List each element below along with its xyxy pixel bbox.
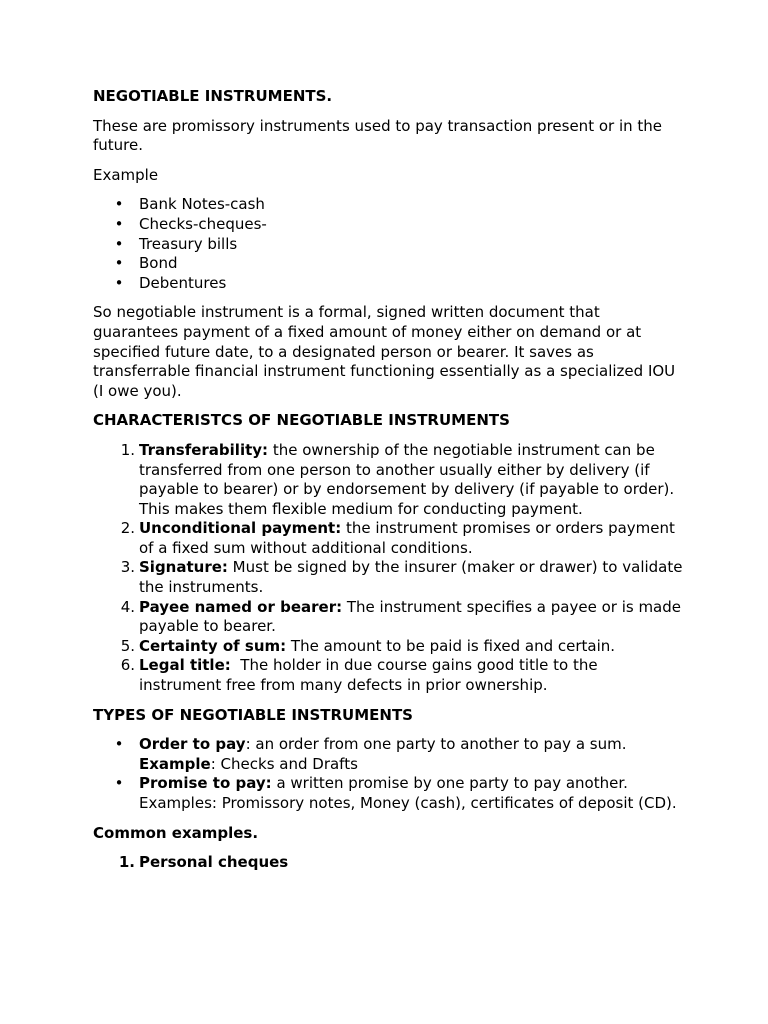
example-term: Example [139,754,211,773]
list-item [93,853,683,873]
item-text: a written promise by one party to pay another. Examples: Promissory notes, Money (cash), certificates of deposit (CD). [139,774,677,812]
example-label: Example [93,165,159,184]
document-body [93,87,683,883]
item-text: The holder in due course gains good title to the instrument free from many defects in prior ownership. [139,656,603,695]
list-item [93,774,683,813]
list-item-text: Bond [139,254,178,273]
item-text: : an order from one party to another to pay a sum. [245,735,627,754]
list-item [93,195,683,215]
list-item-text: Treasury bills [139,234,238,253]
item-term: Certainty of sum: [139,636,287,655]
list-number: 6. [120,656,135,675]
item-text: the ownership of the negotiable instrument can be transferred from one person to another usually either by delivery (if payable to bearer) or by endorsement by delivery (if payable to order). This makes them flexible medium for conducting payment. [139,440,675,518]
item-term: Signature: [139,558,228,577]
intro-paragraph: These are promissory instruments used to pay transaction present or in the future. [93,116,663,155]
list-item-text: Personal cheques [139,853,289,872]
bullet-marker: • [114,234,124,253]
bullet-marker: • [114,273,124,292]
bullet-marker: • [114,254,124,273]
item-term: Order to pay [139,735,246,754]
list-number: 4. [120,597,135,616]
example-text: : Checks and Drafts [210,754,358,773]
list-number: 1. [120,440,135,459]
item-term: Transferability: [139,440,269,459]
types-list [93,735,683,813]
characteristics-list [93,441,683,696]
bullet-marker: • [114,195,124,214]
item-term: Unconditional payment: [139,519,342,538]
item-text: the instrument promises or orders payment of a fixed sum without additional conditions. [139,519,675,557]
definition-paragraph: So negotiable instrument is a formal, signed written document that guarantees payment of a fixed amount of money either on demand or at specified future date, to a designated person or bearer. It saves as transferrable financial instrument functioning essentially as a specialized IOU (I owe you). [93,303,676,400]
list-item-text: Debentures [139,273,227,292]
bullet-marker: • [114,774,124,793]
types-heading: TYPES OF NEGOTIABLE INSTRUMENTS [93,705,413,724]
list-item [93,656,683,695]
list-number: 3. [120,558,135,577]
list-item [93,735,683,774]
list-item [93,637,683,657]
list-item [93,235,683,255]
item-term: Legal title: [139,656,231,675]
item-term: Payee named or bearer: [139,597,343,616]
common-examples-list [93,853,683,873]
characteristics-heading: CHARACTERISTCS OF NEGOTIABLE INSTRUMENTS [93,411,510,430]
bullet-marker: • [114,735,124,754]
list-item [93,519,683,558]
item-text: The instrument specifies a payee or is made payable to bearer. [139,597,681,636]
list-item [93,441,683,519]
item-text: The amount to be paid is fixed and certain. [286,636,616,655]
list-number: 2. [120,519,135,538]
examples-list [93,195,683,293]
document-title: NEGOTIABLE INSTRUMENTS. [93,87,333,105]
list-item-text: Checks-cheques- [139,214,267,233]
item-text: Must be signed by the insurer (maker or drawer) to validate the instruments. [139,558,683,597]
bullet-marker: • [114,214,124,233]
list-item-text: Bank Notes-cash [139,195,265,214]
list-number: 1. [118,853,135,872]
item-term: Promise to pay: [139,774,272,793]
list-item [93,598,683,637]
list-item [93,558,683,597]
common-examples-heading: Common examples. [93,823,259,842]
list-number: 5. [120,636,135,655]
list-item [93,254,683,274]
list-item [93,274,683,294]
list-item [93,215,683,235]
